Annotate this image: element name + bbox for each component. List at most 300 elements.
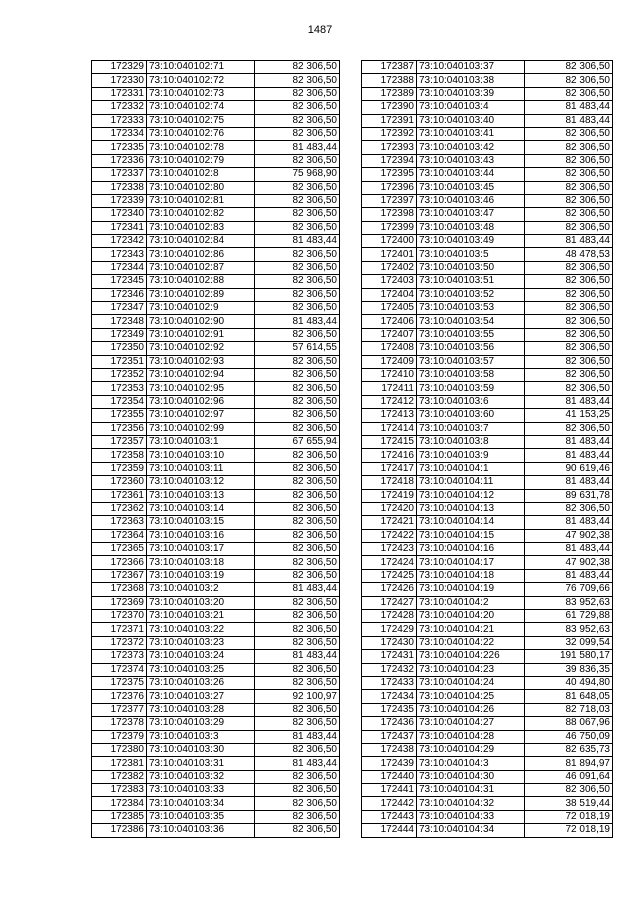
cadastral-number: 73:10:040102:82 xyxy=(147,208,255,221)
cadastral-number: 73:10:040102:74 xyxy=(147,101,255,114)
amount: 82 306,50 xyxy=(255,623,340,636)
amount: 72 018,19 xyxy=(525,810,613,823)
amount: 92 100,97 xyxy=(255,690,340,703)
cadastral-number: 73:10:040103:27 xyxy=(147,690,255,703)
table-row xyxy=(92,717,340,730)
table-row xyxy=(362,261,613,274)
row-number: 172391 xyxy=(362,114,417,127)
table-row xyxy=(362,810,613,823)
table-row xyxy=(92,596,340,609)
cadastral-number: 73:10:040104:19 xyxy=(417,583,525,596)
table-row xyxy=(92,422,340,435)
table-row xyxy=(92,529,340,542)
amount: 82 306,50 xyxy=(255,462,340,475)
cadastral-number: 73:10:040103:49 xyxy=(417,235,525,248)
row-number: 172405 xyxy=(362,302,417,315)
row-number: 172423 xyxy=(362,543,417,556)
amount: 82 306,50 xyxy=(255,784,340,797)
table-row xyxy=(92,87,340,100)
row-number: 172374 xyxy=(92,663,147,676)
row-number: 172357 xyxy=(92,435,147,448)
row-number: 172340 xyxy=(92,208,147,221)
row-number: 172359 xyxy=(92,462,147,475)
cadastral-number: 73:10:040104:17 xyxy=(417,556,525,569)
amount: 191 580,17 xyxy=(525,650,613,663)
cadastral-number: 73:10:040102:83 xyxy=(147,221,255,234)
table-row xyxy=(362,543,613,556)
row-number: 172377 xyxy=(92,703,147,716)
row-number: 172429 xyxy=(362,623,417,636)
amount: 81 483,44 xyxy=(525,235,613,248)
amount: 82 306,50 xyxy=(255,663,340,676)
table-row xyxy=(92,368,340,381)
table-row xyxy=(92,194,340,207)
table-row xyxy=(362,422,613,435)
amount: 82 306,50 xyxy=(525,141,613,154)
amount: 82 306,50 xyxy=(525,208,613,221)
table-row xyxy=(92,610,340,623)
amount: 82 306,50 xyxy=(255,636,340,649)
amount: 82 306,50 xyxy=(255,275,340,288)
amount: 82 306,50 xyxy=(525,127,613,140)
table-row xyxy=(92,221,340,234)
amount: 81 483,44 xyxy=(525,114,613,127)
cadastral-number: 73:10:040103:20 xyxy=(147,596,255,609)
cadastral-number: 73:10:040104:23 xyxy=(417,663,525,676)
row-number: 172354 xyxy=(92,395,147,408)
amount: 39 836,35 xyxy=(525,663,613,676)
cadastral-number: 73:10:040102:87 xyxy=(147,261,255,274)
amount: 38 519,44 xyxy=(525,797,613,810)
table-row xyxy=(92,730,340,743)
table-row xyxy=(362,757,613,770)
row-number: 172422 xyxy=(362,529,417,542)
cadastral-number: 73:10:040104:26 xyxy=(417,703,525,716)
row-number: 172401 xyxy=(362,248,417,261)
amount: 82 306,50 xyxy=(525,422,613,435)
amount: 81 483,44 xyxy=(255,235,340,248)
amount: 75 968,90 xyxy=(255,168,340,181)
table-row xyxy=(362,623,613,636)
table-row xyxy=(92,543,340,556)
amount: 82 306,50 xyxy=(255,743,340,756)
row-number: 172443 xyxy=(362,810,417,823)
table-row xyxy=(92,114,340,127)
row-number: 172415 xyxy=(362,435,417,448)
table-row xyxy=(92,248,340,261)
row-number: 172376 xyxy=(92,690,147,703)
row-number: 172398 xyxy=(362,208,417,221)
amount: 82 306,50 xyxy=(255,382,340,395)
cadastral-number: 73:10:040103:25 xyxy=(147,663,255,676)
cadastral-number: 73:10:040103:14 xyxy=(147,502,255,515)
amount: 82 306,50 xyxy=(525,154,613,167)
amount: 82 306,50 xyxy=(255,449,340,462)
amount: 82 635,73 xyxy=(525,743,613,756)
amount: 82 306,50 xyxy=(255,61,340,74)
table-row xyxy=(92,208,340,221)
amount: 82 306,50 xyxy=(525,74,613,87)
cadastral-number: 73:10:040103:59 xyxy=(417,382,525,395)
row-number: 172400 xyxy=(362,235,417,248)
row-number: 172360 xyxy=(92,476,147,489)
amount: 82 306,50 xyxy=(255,676,340,689)
table-row xyxy=(92,127,340,140)
table-row xyxy=(92,556,340,569)
row-number: 172397 xyxy=(362,194,417,207)
table-row xyxy=(92,676,340,689)
row-number: 172353 xyxy=(92,382,147,395)
amount: 81 483,44 xyxy=(255,730,340,743)
amount: 32 099,54 xyxy=(525,636,613,649)
cadastral-number: 73:10:040103:31 xyxy=(147,757,255,770)
cadastral-number: 73:10:040102:81 xyxy=(147,194,255,207)
table-row xyxy=(92,315,340,328)
amount: 81 483,44 xyxy=(255,757,340,770)
row-number: 172410 xyxy=(362,368,417,381)
row-number: 172363 xyxy=(92,516,147,529)
amount: 82 306,50 xyxy=(255,810,340,823)
table-row xyxy=(362,302,613,315)
row-number: 172373 xyxy=(92,650,147,663)
table-row xyxy=(362,61,613,74)
cadastral-number: 73:10:040104:31 xyxy=(417,784,525,797)
cadastral-number: 73:10:040104:3 xyxy=(417,757,525,770)
row-number: 172352 xyxy=(92,368,147,381)
amount: 82 306,50 xyxy=(255,368,340,381)
amount: 82 306,50 xyxy=(255,596,340,609)
table-row xyxy=(362,382,613,395)
cadastral-number: 73:10:040103:42 xyxy=(417,141,525,154)
table-row xyxy=(362,74,613,87)
row-number: 172346 xyxy=(92,288,147,301)
table-row xyxy=(92,489,340,502)
cadastral-number: 73:10:040103:48 xyxy=(417,221,525,234)
cadastral-number: 73:10:040104:32 xyxy=(417,797,525,810)
table-row xyxy=(362,221,613,234)
amount: 82 306,50 xyxy=(255,261,340,274)
cadastral-number: 73:10:040103:55 xyxy=(417,328,525,341)
amount: 82 306,50 xyxy=(255,248,340,261)
amount: 82 306,50 xyxy=(255,569,340,582)
cadastral-number: 73:10:040104:28 xyxy=(417,730,525,743)
cadastral-number: 73:10:040103:44 xyxy=(417,168,525,181)
row-number: 172438 xyxy=(362,743,417,756)
cadastral-number: 73:10:040103:29 xyxy=(147,717,255,730)
cadastral-number: 73:10:040103:13 xyxy=(147,489,255,502)
cadastral-number: 73:10:040104:16 xyxy=(417,543,525,556)
table-row xyxy=(92,395,340,408)
row-number: 172338 xyxy=(92,181,147,194)
row-number: 172382 xyxy=(92,770,147,783)
cadastral-number: 73:10:040103:9 xyxy=(417,449,525,462)
amount: 82 306,50 xyxy=(255,409,340,422)
amount: 82 306,50 xyxy=(255,101,340,114)
table-row xyxy=(92,516,340,529)
amount: 82 718,03 xyxy=(525,703,613,716)
amount: 82 306,50 xyxy=(525,288,613,301)
table-row xyxy=(362,409,613,422)
amount: 82 306,50 xyxy=(525,382,613,395)
row-number: 172406 xyxy=(362,315,417,328)
table-row xyxy=(362,556,613,569)
table-row xyxy=(362,435,613,448)
cadastral-number: 73:10:040102:84 xyxy=(147,235,255,248)
amount: 82 306,50 xyxy=(525,784,613,797)
table-row xyxy=(92,636,340,649)
row-number: 172336 xyxy=(92,154,147,167)
row-number: 172425 xyxy=(362,569,417,582)
amount: 47 902,38 xyxy=(525,556,613,569)
cadastral-number: 73:10:040102:99 xyxy=(147,422,255,435)
amount: 82 306,50 xyxy=(255,87,340,100)
table-row xyxy=(362,610,613,623)
amount: 81 483,44 xyxy=(525,569,613,582)
row-number: 172395 xyxy=(362,168,417,181)
table-row xyxy=(362,208,613,221)
row-number: 172394 xyxy=(362,154,417,167)
cadastral-number: 73:10:040103:23 xyxy=(147,636,255,649)
table-row xyxy=(362,516,613,529)
table-row xyxy=(362,717,613,730)
cadastral-number: 73:10:040102:75 xyxy=(147,114,255,127)
row-number: 172341 xyxy=(92,221,147,234)
amount: 82 306,50 xyxy=(255,302,340,315)
row-number: 172412 xyxy=(362,395,417,408)
cadastral-number: 73:10:040103:28 xyxy=(147,703,255,716)
row-number: 172403 xyxy=(362,275,417,288)
amount: 90 619,46 xyxy=(525,462,613,475)
row-number: 172334 xyxy=(92,127,147,140)
amount: 81 483,44 xyxy=(525,543,613,556)
row-number: 172419 xyxy=(362,489,417,502)
amount: 82 306,50 xyxy=(255,797,340,810)
cadastral-number: 73:10:040103:4 xyxy=(417,101,525,114)
amount: 82 306,50 xyxy=(255,770,340,783)
cadastral-number: 73:10:040104:30 xyxy=(417,770,525,783)
table-row xyxy=(362,663,613,676)
cadastral-number: 73:10:040102:86 xyxy=(147,248,255,261)
row-number: 172369 xyxy=(92,596,147,609)
table-row xyxy=(362,462,613,475)
row-number: 172380 xyxy=(92,743,147,756)
row-number: 172345 xyxy=(92,275,147,288)
table-row xyxy=(92,141,340,154)
cadastral-number: 73:10:040103:7 xyxy=(417,422,525,435)
table-row xyxy=(362,395,613,408)
table-row xyxy=(92,810,340,823)
cadastral-number: 73:10:040104:29 xyxy=(417,743,525,756)
table-row xyxy=(92,797,340,810)
table-row xyxy=(362,101,613,114)
table-row xyxy=(362,583,613,596)
amount: 82 306,50 xyxy=(255,556,340,569)
cadastral-number: 73:10:040103:18 xyxy=(147,556,255,569)
table-row xyxy=(362,824,613,837)
cadastral-number: 73:10:040103:34 xyxy=(147,797,255,810)
table-row xyxy=(92,650,340,663)
amount: 82 306,50 xyxy=(255,355,340,368)
table-row xyxy=(92,623,340,636)
row-number: 172329 xyxy=(92,61,147,74)
amount: 81 483,44 xyxy=(255,650,340,663)
table-row xyxy=(92,435,340,448)
cadastral-number: 73:10:040103:3 xyxy=(147,730,255,743)
cadastral-number: 73:10:040103:53 xyxy=(417,302,525,315)
row-number: 172356 xyxy=(92,422,147,435)
cadastral-number: 73:10:040103:16 xyxy=(147,529,255,542)
cadastral-number: 73:10:040103:38 xyxy=(417,74,525,87)
cadastral-number: 73:10:040103:30 xyxy=(147,743,255,756)
amount: 82 306,50 xyxy=(525,181,613,194)
cadastral-number: 73:10:040102:92 xyxy=(147,342,255,355)
cadastral-number: 73:10:040103:43 xyxy=(417,154,525,167)
row-number: 172387 xyxy=(362,61,417,74)
table-row xyxy=(362,703,613,716)
amount: 82 306,50 xyxy=(255,395,340,408)
row-number: 172399 xyxy=(362,221,417,234)
cadastral-number: 73:10:040103:21 xyxy=(147,610,255,623)
amount: 82 306,50 xyxy=(255,194,340,207)
cadastral-number: 73:10:040103:22 xyxy=(147,623,255,636)
cadastral-number: 73:10:040103:12 xyxy=(147,476,255,489)
row-number: 172385 xyxy=(92,810,147,823)
cadastral-number: 73:10:040103:19 xyxy=(147,569,255,582)
table-row xyxy=(362,676,613,689)
cadastral-number: 73:10:040103:2 xyxy=(147,583,255,596)
amount: 72 018,19 xyxy=(525,824,613,837)
amount: 82 306,50 xyxy=(525,328,613,341)
row-number: 172414 xyxy=(362,422,417,435)
row-number: 172332 xyxy=(92,101,147,114)
table-row xyxy=(92,275,340,288)
cadastral-number: 73:10:040102:95 xyxy=(147,382,255,395)
amount: 82 306,50 xyxy=(255,288,340,301)
amount: 89 631,78 xyxy=(525,489,613,502)
amount: 82 306,50 xyxy=(255,181,340,194)
cadastral-number: 73:10:040103:52 xyxy=(417,288,525,301)
row-number: 172365 xyxy=(92,543,147,556)
amount: 48 478,53 xyxy=(525,248,613,261)
cadastral-number: 73:10:040102:91 xyxy=(147,328,255,341)
row-number: 172339 xyxy=(92,194,147,207)
cadastral-number: 73:10:040104:13 xyxy=(417,502,525,515)
registry-table-right xyxy=(361,60,613,838)
cadastral-number: 73:10:040104:21 xyxy=(417,623,525,636)
cadastral-number: 73:10:040103:39 xyxy=(417,87,525,100)
table-row xyxy=(362,636,613,649)
row-number: 172432 xyxy=(362,663,417,676)
row-number: 172375 xyxy=(92,676,147,689)
row-number: 172370 xyxy=(92,610,147,623)
cadastral-number: 73:10:040104:2 xyxy=(417,596,525,609)
table-row xyxy=(362,529,613,542)
row-number: 172355 xyxy=(92,409,147,422)
amount: 82 306,50 xyxy=(525,61,613,74)
cadastral-number: 73:10:040103:17 xyxy=(147,543,255,556)
row-number: 172396 xyxy=(362,181,417,194)
amount: 82 306,50 xyxy=(525,502,613,515)
amount: 82 306,50 xyxy=(255,221,340,234)
row-number: 172431 xyxy=(362,650,417,663)
amount: 81 483,44 xyxy=(525,516,613,529)
row-number: 172368 xyxy=(92,583,147,596)
table-row xyxy=(362,743,613,756)
table-row xyxy=(92,449,340,462)
amount: 82 306,50 xyxy=(255,476,340,489)
row-number: 172351 xyxy=(92,355,147,368)
page-number: 1487 xyxy=(307,24,333,36)
row-number: 172361 xyxy=(92,489,147,502)
cadastral-number: 73:10:040103:60 xyxy=(417,409,525,422)
amount: 61 729,88 xyxy=(525,610,613,623)
table-row xyxy=(92,302,340,315)
table-row xyxy=(362,235,613,248)
row-number: 172421 xyxy=(362,516,417,529)
table-row xyxy=(92,328,340,341)
cadastral-number: 73:10:040103:33 xyxy=(147,784,255,797)
row-number: 172378 xyxy=(92,717,147,730)
cadastral-number: 73:10:040103:15 xyxy=(147,516,255,529)
table-row xyxy=(92,770,340,783)
amount: 76 709,66 xyxy=(525,583,613,596)
table-row xyxy=(92,74,340,87)
amount: 82 306,50 xyxy=(255,717,340,730)
amount: 82 306,50 xyxy=(255,328,340,341)
row-number: 172409 xyxy=(362,355,417,368)
amount: 82 306,50 xyxy=(525,87,613,100)
cadastral-number: 73:10:040104:226 xyxy=(417,650,525,663)
cadastral-number: 73:10:040103:45 xyxy=(417,181,525,194)
row-number: 172426 xyxy=(362,583,417,596)
row-number: 172366 xyxy=(92,556,147,569)
row-number: 172428 xyxy=(362,610,417,623)
table-row xyxy=(92,288,340,301)
row-number: 172364 xyxy=(92,529,147,542)
cadastral-number: 73:10:040104:1 xyxy=(417,462,525,475)
registry-table-right-body xyxy=(362,61,613,838)
amount: 82 306,50 xyxy=(525,275,613,288)
table-row xyxy=(92,261,340,274)
table-row xyxy=(92,235,340,248)
table-row xyxy=(362,342,613,355)
cadastral-number: 73:10:040102:93 xyxy=(147,355,255,368)
cadastral-number: 73:10:040103:40 xyxy=(417,114,525,127)
row-number: 172333 xyxy=(92,114,147,127)
table-row xyxy=(92,154,340,167)
cadastral-number: 73:10:040103:24 xyxy=(147,650,255,663)
table-row xyxy=(362,650,613,663)
row-number: 172393 xyxy=(362,141,417,154)
table-row xyxy=(362,315,613,328)
table-row xyxy=(362,797,613,810)
row-number: 172347 xyxy=(92,302,147,315)
table-row xyxy=(362,489,613,502)
cadastral-number: 73:10:040102:97 xyxy=(147,409,255,422)
cadastral-number: 73:10:040103:51 xyxy=(417,275,525,288)
cadastral-number: 73:10:040103:26 xyxy=(147,676,255,689)
amount: 82 306,50 xyxy=(255,422,340,435)
table-row xyxy=(362,476,613,489)
table-row xyxy=(362,569,613,582)
table-row xyxy=(92,757,340,770)
cadastral-number: 73:10:040102:80 xyxy=(147,181,255,194)
row-number: 172335 xyxy=(92,141,147,154)
table-row xyxy=(92,784,340,797)
cadastral-number: 73:10:040102:73 xyxy=(147,87,255,100)
amount: 81 483,44 xyxy=(525,435,613,448)
row-number: 172381 xyxy=(92,757,147,770)
